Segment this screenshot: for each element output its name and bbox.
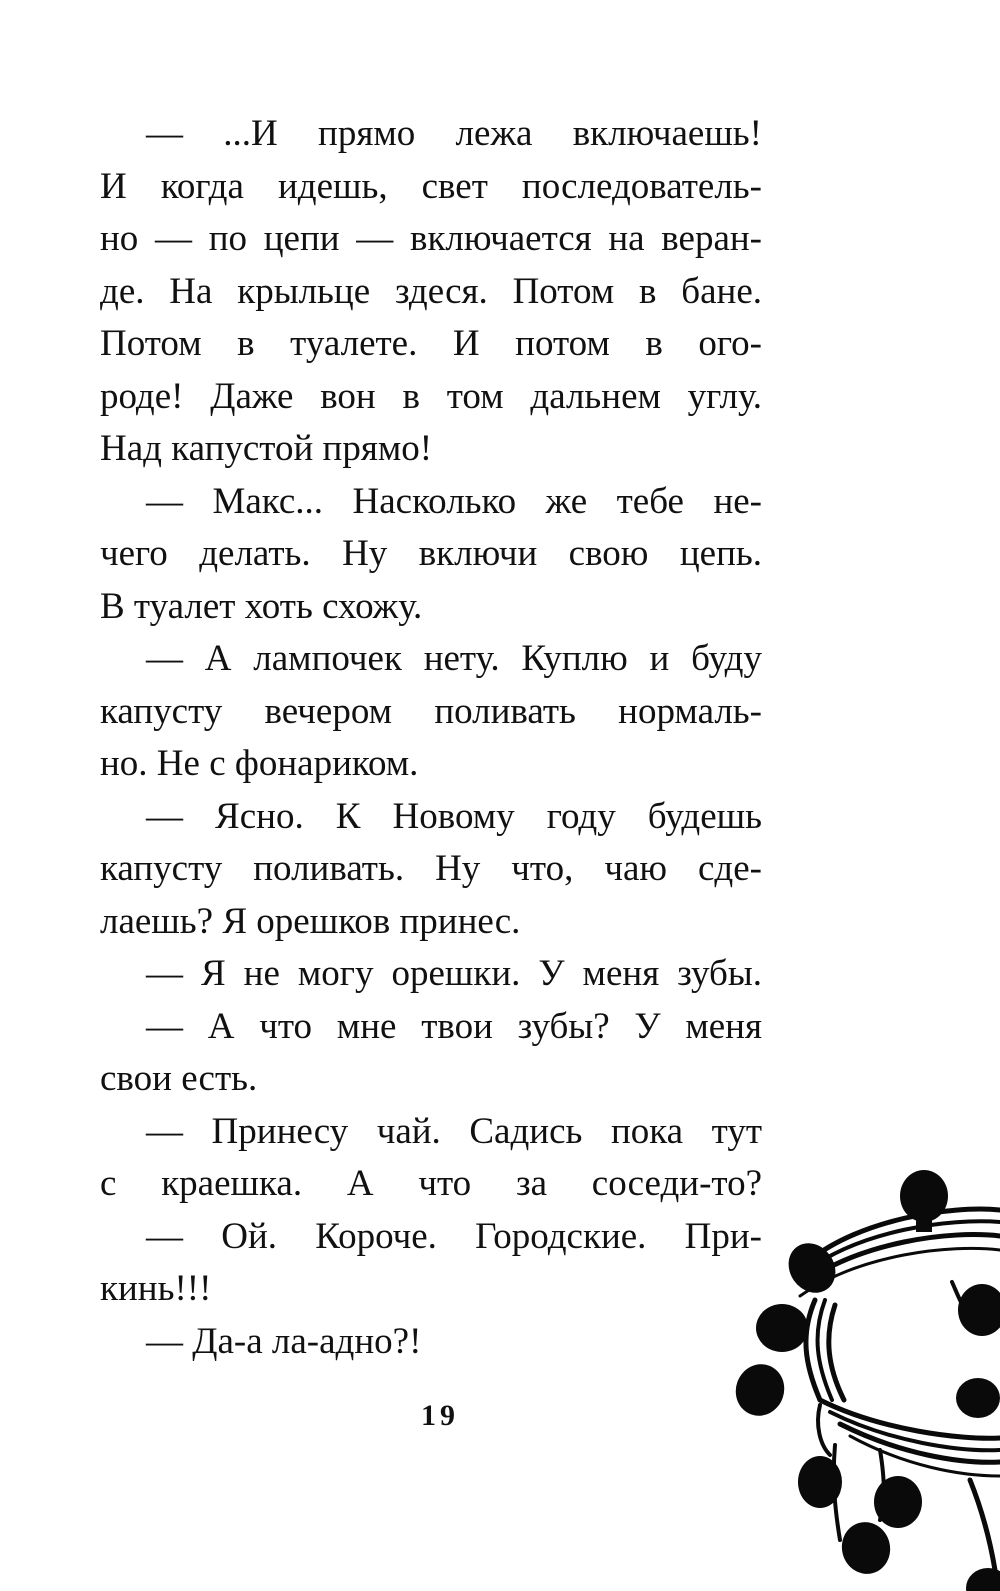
text-line: — Я не могу орешки. У меня зубы.	[146, 953, 762, 994]
text-line: капусту поливать. Ну что, чаю сде-	[100, 848, 762, 889]
text-line: — Макс... Насколько же тебе не-	[146, 480, 762, 522]
text-line: В туалет хоть схожу.	[100, 585, 423, 627]
text-line: Над капустой прямо!	[100, 428, 433, 469]
text-line: — А лампочек нету. Куплю и буду	[146, 638, 762, 679]
text-line: — Принесу чай. Садись пока тут	[146, 1110, 762, 1152]
text-line: роде! Даже вон в том дальнем углу.	[100, 375, 762, 417]
text-line: лаешь? Я орешков принес.	[100, 900, 521, 942]
text-line: но. Не с фонариком.	[100, 743, 419, 784]
text-line: — Ясно. К Новому году будешь	[146, 795, 762, 837]
text-line: капусту вечером поливать нормаль-	[100, 690, 762, 732]
text-line: Потом в туалете. И потом в ого-	[100, 323, 762, 364]
text-line: де. На крыльце здеся. Потом в бане.	[100, 270, 762, 312]
text-line: кинь!!!	[100, 1268, 212, 1309]
page-number: 19	[421, 1399, 459, 1432]
text-line: свои есть.	[100, 1058, 258, 1099]
text-line: — Ой. Короче. Городские. При-	[146, 1215, 762, 1257]
text-line: — А что мне твои зубы? У меня	[146, 1005, 762, 1047]
text-line: — ...И прямо лежа включаешь!	[146, 113, 762, 154]
text-line: с краешка. А что за соседи-то?	[100, 1163, 762, 1204]
light-bulb-garland-icon	[720, 1150, 1000, 1591]
text-line: чего делать. Ну включи свою цепь.	[100, 533, 762, 574]
text-line: — Да-а ла-адно?!	[146, 1320, 422, 1362]
body-text	[100, 108, 762, 1368]
text-line: И когда идешь, свет последователь-	[100, 165, 762, 207]
text-line: но — по цепи — включается на веран-	[100, 218, 762, 259]
